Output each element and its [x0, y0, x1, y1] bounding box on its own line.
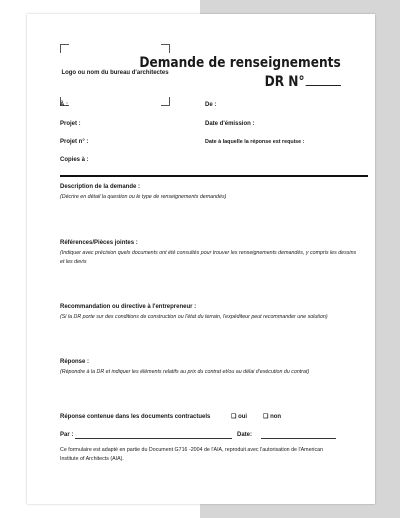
field-de: De :	[205, 102, 217, 108]
form-page	[27, 14, 375, 504]
section-note-description: (Décrire en détail la question ou le type de renseignements demandés)	[60, 194, 227, 200]
title-line2	[140, 73, 341, 92]
logo-text: Logo ou nom du bureau d'architectes	[61, 70, 169, 76]
section-divider	[60, 175, 368, 177]
checkbox-non-icon[interactable]: ❏	[263, 414, 269, 420]
date-field[interactable]	[261, 438, 336, 439]
corner-mark	[161, 97, 170, 106]
par-field[interactable]	[75, 438, 232, 439]
checkbox-oui-icon[interactable]: ❏	[231, 414, 237, 420]
field-copies: Copies à :	[60, 157, 89, 163]
oui-option[interactable]	[231, 413, 247, 420]
corner-mark	[60, 44, 69, 53]
field-projet: Projet :	[60, 121, 81, 127]
par-label: Par :	[60, 432, 74, 438]
section-note-recommandation: (Si la DR porte sur des conditions de construction ou l'état du terrain, l'expéditeur peut recommander une solution)	[60, 314, 328, 320]
oui-label: oui	[238, 414, 248, 420]
section-note-reponse: (Répondre à la DR et indiquer les éléments relatifs au prix du contrat et/ou au délai d'exécution du contrat)	[60, 369, 310, 375]
non-label: non	[270, 414, 282, 420]
dr-number-field[interactable]	[306, 84, 341, 86]
section-title-reponse: Réponse :	[60, 359, 90, 365]
title-line1: Demande de renseignements	[139, 55, 341, 71]
field-date-emission: Date d'émission :	[205, 121, 255, 127]
date-label: Date:	[237, 432, 253, 438]
field-date-reponse: Date à laquelle la réponse est requise :	[205, 139, 305, 145]
section-title-description: Description de la demande :	[60, 184, 141, 190]
non-option[interactable]	[263, 413, 281, 420]
field-projet-no: Projet n° :	[60, 139, 89, 145]
section-title-references: Références/Pièces jointes :	[60, 240, 138, 246]
dr-number-label: DR N°	[264, 74, 305, 90]
section-note-references: (Indiquer avec précision quels documents ont été consultés pour trouver les renseignements demandés, y compris les dessins et les devis	[60, 250, 357, 265]
footer-note: Ce formulaire est adapté en partie du Document G716 -2004 de l'AIA, reproduit avec l'autorisation de l'American Institute of Architects (AIA).	[60, 447, 324, 462]
section-title-recommandation: Recommandation ou directive à l'entrepreneur :	[60, 304, 197, 310]
field-a: À :	[60, 102, 68, 108]
form-title	[140, 54, 341, 92]
corner-mark	[161, 44, 170, 53]
contract-question: Réponse contenue dans les documents contractuels	[60, 414, 211, 420]
